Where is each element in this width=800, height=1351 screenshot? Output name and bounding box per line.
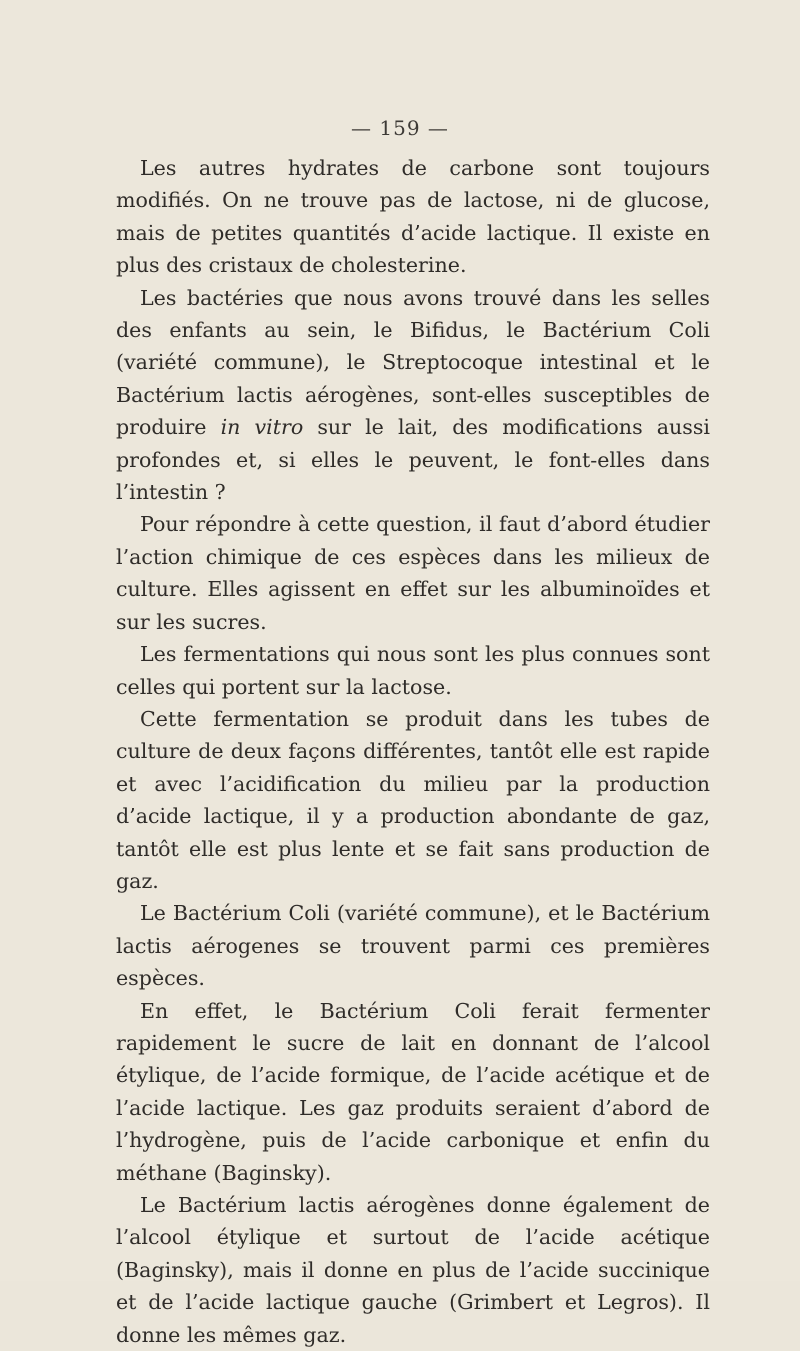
page-number: — 159 — <box>351 116 449 140</box>
paragraph-4: Les fermentations qui nous sont les plus connues sont celles qui portent sur la lactose. <box>116 642 710 699</box>
paragraph-6: Le Bactérium Coli (variété commune), et le Bactérium lactis aérogenes se trouvent parmi ces premières espèces. <box>116 901 710 991</box>
paragraph-2-text-before: Les bactéries que nous avons trouvé dans les selles des enfants au sein, le Bifidus, le Bactérium Coli (variété commune), le Streptocoque intestinal et le Bactérium lactis aérogènes, sont-elles susceptibles de produire <box>116 285 710 440</box>
body-text <box>116 152 710 1351</box>
paragraph-8: Le Bactérium lactis aérogènes donne également de l’alcool étylique et surtout de l’acide acétique (Baginsky), mais il donne en plus de l’acide succinique et de l’acide lactique gauche (Grimbert et Legros). Il donne les mêmes gaz. <box>116 1193 710 1347</box>
paragraph-5: Cette fermentation se produit dans les tubes de culture de deux façons différentes, tantôt elle est rapide et avec l’acidification du milieu par la production d’acide lactique, il y a production abondante de gaz, tantôt elle est plus lente et se fait sans production de gaz. <box>116 706 710 893</box>
paragraph-7: En effet, le Bactérium Coli ferait fermenter rapidement le sucre de lait en donnant de l’alcool étylique, de l’acide formique, de l’acide acétique et de l’acide lactique. Les gaz produits seraient d’abord de l’hydrogène, puis de l’acide carbonique et enfin du méthane (Baginsky). <box>116 998 710 1185</box>
paragraph-1: Les autres hydrates de carbone sont toujours modifiés. On ne trouve pas de lactose, ni de glucose, mais de petites quantités d’acide lactique. Il existe en plus des cristaux de cholesterine. <box>116 156 710 278</box>
paragraph-2 <box>116 282 710 509</box>
paragraph-2-italic-phrase: in vitro <box>220 415 304 440</box>
paragraph-3: Pour répondre à cette question, il faut d’abord étudier l’action chimique de ces espèces dans les milieux de culture. Elles agissent en effet sur les albuminoïdes et sur les sucres. <box>116 512 710 634</box>
paragraph-2-text-after: sur le lait, des modifications aussi profondes et, si elles le peuvent, le font-elles dans l’intestin ? <box>116 415 710 505</box>
